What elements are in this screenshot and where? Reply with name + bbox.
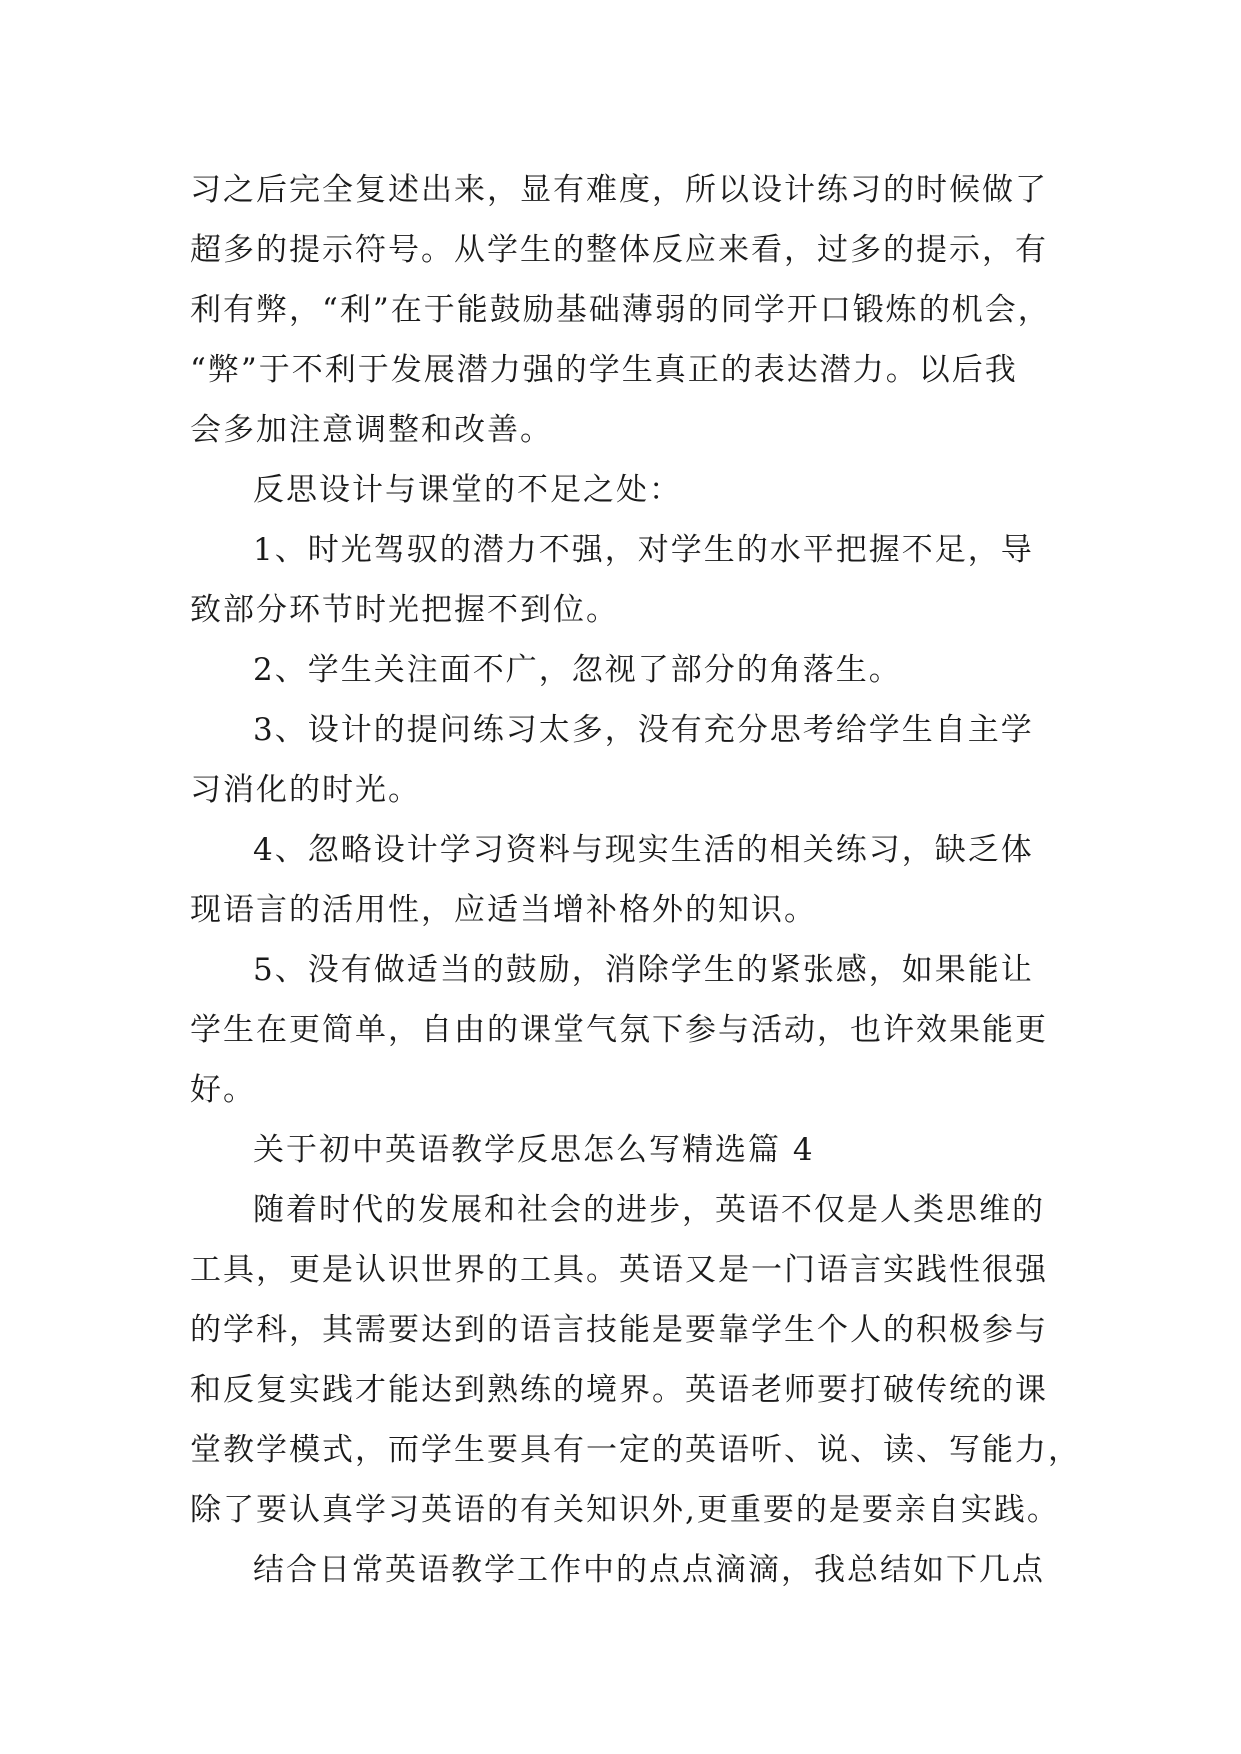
text-line: 的学科，其需要达到的语言技能是要靠学生个人的积极参与 (190, 1312, 1048, 1348)
text-line: “弊”于不利于发展潜力强的学生真正的表达潜力。以后我 (190, 352, 1018, 388)
list-item: 1、时光驾驭的潜力不强，对学生的水平把握不足，导 (253, 532, 1034, 568)
text-line: 工具，更是认识世界的工具。英语又是一门语言实践性很强 (190, 1252, 1048, 1288)
text-line: 除了要认真学习英语的有关知识外,更重要的是要亲自实践。 (190, 1492, 1060, 1528)
text-line: 会多加注意调整和改善。 (190, 412, 553, 448)
text-line: 堂教学模式，而学生要具有一定的英语听、说、读、写能力， (190, 1432, 1081, 1468)
paragraph-start: 随着时代的发展和社会的进步，英语不仅是人类思维的 (253, 1192, 1045, 1228)
text-line: 习消化的时光。 (190, 772, 421, 808)
document-body (190, 160, 1081, 1600)
paragraph-start: 结合日常英语教学工作中的点点滴滴，我总结如下几点 (253, 1552, 1045, 1588)
list-item: 4、忽略设计学习资料与现实生活的相关练习，缺乏体 (253, 832, 1034, 868)
section-title: 关于初中英语教学反思怎么写精选篇 4 (253, 1132, 815, 1168)
list-item: 3、设计的提问练习太多，没有充分思考给学生自主学 (253, 712, 1034, 748)
text-line: 利有弊，“利”在于能鼓励基础薄弱的同学开口锻炼的机会， (190, 292, 1051, 328)
text-line: 和反复实践才能达到熟练的境界。英语老师要打破传统的课 (190, 1372, 1048, 1408)
text-line: 习之后完全复述出来，显有难度，所以设计练习的时候做了 (190, 172, 1048, 208)
text-line: 现语言的活用性，应适当增补格外的知识。 (190, 892, 817, 928)
text-line: 好。 (190, 1072, 256, 1108)
list-item: 5、没有做适当的鼓励，消除学生的紧张感，如果能让 (253, 952, 1034, 988)
text-line: 致部分环节时光把握不到位。 (190, 592, 619, 628)
text-line: 学生在更简单，自由的课堂气氛下参与活动，也许效果能更 (190, 1012, 1048, 1048)
section-heading: 反思设计与课堂的不足之处： (253, 472, 682, 508)
list-item: 2、学生关注面不广，忽视了部分的角落生。 (253, 652, 902, 688)
text-line: 超多的提示符号。从学生的整体反应来看，过多的提示，有 (190, 232, 1048, 268)
